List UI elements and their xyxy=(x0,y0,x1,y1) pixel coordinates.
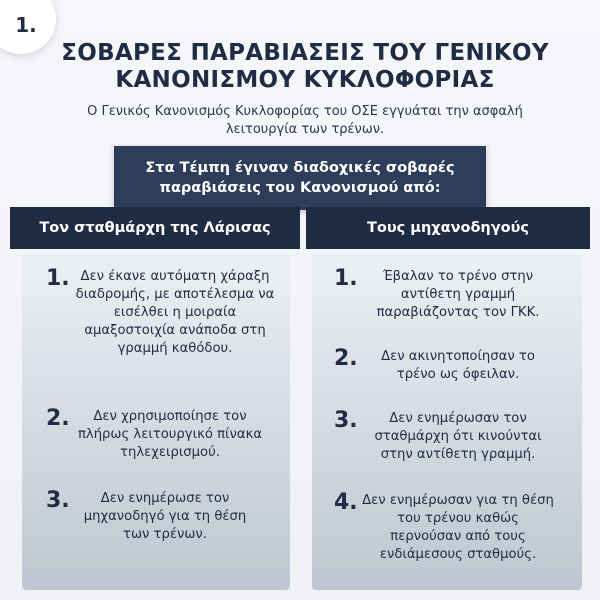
section-number-badge xyxy=(0,0,56,54)
section-number: 1. xyxy=(15,13,37,37)
left-column-header xyxy=(10,207,300,249)
list-item xyxy=(334,268,554,322)
list-item-text: Έβαλαν το τρένο στην αντίθετη γραμμή παραβιάζοντας τον ΓΚΚ. xyxy=(376,269,540,320)
list-item-number: 1. xyxy=(334,266,358,291)
list-item xyxy=(46,490,256,544)
list-item xyxy=(334,348,554,384)
list-item-text: Δεν ακινητοποίησαν το τρένο ως όφειλαν. xyxy=(381,349,535,382)
list-item-number: 3. xyxy=(334,408,358,433)
right-column-header-text: Τους μηχανοδηγούς xyxy=(367,220,529,236)
list-item xyxy=(334,410,554,464)
list-item-text: Δεν ενημέρωσαν τον σταθμάρχη ότι κινούνται στην αντίθετη γραμμή. xyxy=(374,411,542,462)
right-column-header xyxy=(306,207,590,249)
list-item xyxy=(46,408,266,462)
callout-box xyxy=(114,146,486,210)
list-item-number: 3. xyxy=(46,488,70,513)
page-subtitle: Ο Γενικός Κανονισμός Κυκλοφορίας του ΟΣΕ εγγυάται την ασφαλή λειτουργία των τρένων. xyxy=(87,104,523,137)
list-item xyxy=(334,492,554,564)
left-column-header-text: Τον σταθμάρχη της Λάρισας xyxy=(39,220,271,236)
page-title: ΣΟΒΑΡΕΣ ΠΑΡΑΒΙΑΣΕΙΣ ΤΟΥ ΓΕΝΙΚΟΥ ΚΑΝΟΝΙΣΜΟΥ ΚΥΚΛΟΦΟΡΙΑΣ xyxy=(61,40,549,93)
left-column-panel xyxy=(22,252,290,590)
list-item-text: Δεν χρησιμοποίησε τον πλήρως λειτουργικό πίνακα τηλεχειρισμού. xyxy=(77,409,263,460)
list-item xyxy=(46,268,276,358)
right-column-panel xyxy=(312,252,582,590)
list-item-number: 2. xyxy=(46,406,70,431)
list-item-text: Δεν ενημέρωσε τον μηχανοδηγό για τη θέση των τρένων. xyxy=(83,491,247,542)
list-item-text: Δεν ενημέρωσαν για τη θέση του τρένου καθώς περνούσαν από τους ενδιάμεσους σταθμούς. xyxy=(362,493,554,562)
list-item-text: Δεν έκανε αυτόματη χάραξη διαδρομής, με αποτέλεσμα να εισέλθει η μοιραία αμαξοστοιχία ανάποδα στη γραμμή καθόδου. xyxy=(75,269,275,356)
list-item-number: 2. xyxy=(334,346,358,371)
callout-text: Στα Τέμπη έγιναν διαδοχικές σοβαρές παραβιάσεις του Κανονισμού από: xyxy=(145,160,455,196)
list-item-number: 4. xyxy=(334,490,358,515)
list-item-number: 1. xyxy=(46,266,70,291)
